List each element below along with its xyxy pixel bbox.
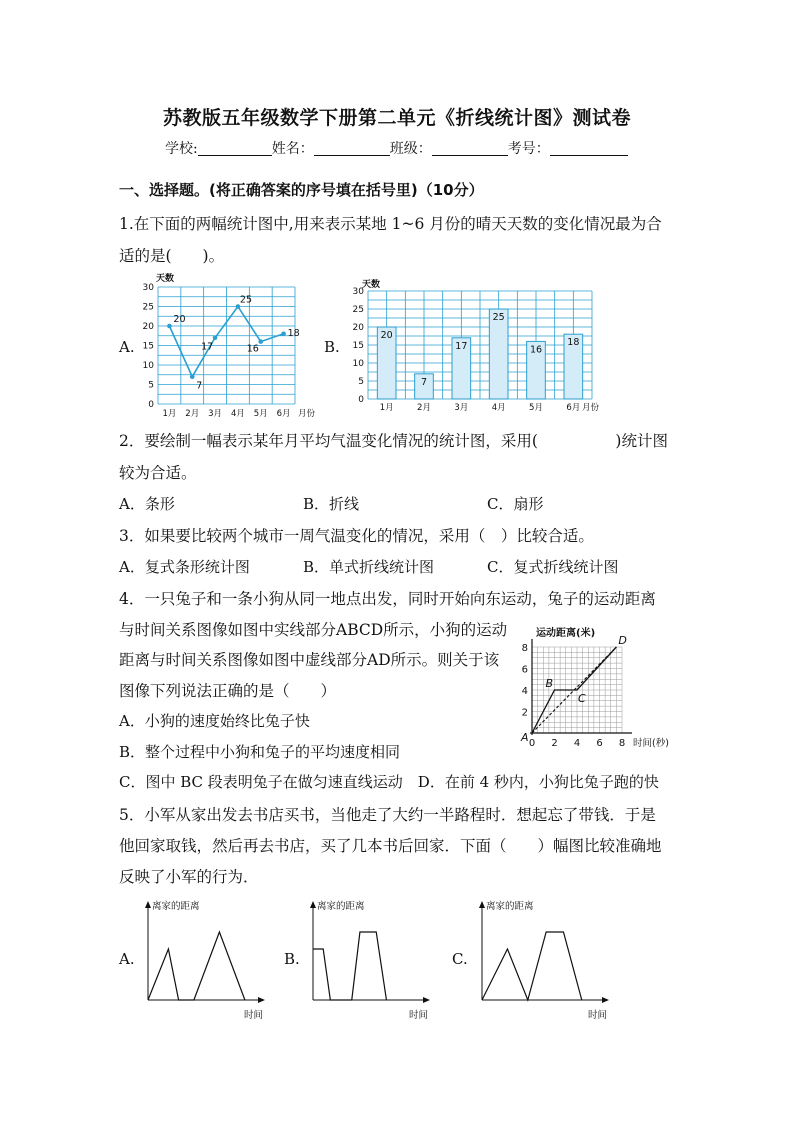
- y-tick-label: 4: [521, 686, 528, 697]
- q1-option-b[interactable]: B.: [324, 338, 340, 356]
- q3-text-line1: 3．如果要比较两个城市一周气温变化的情况，采用（ ）比较合适。: [119, 527, 594, 545]
- q3-option-b[interactable]: B．单式折线统计图: [303, 558, 435, 576]
- point-label-a: A: [521, 731, 529, 744]
- q1-text-line2: 适的是( )。: [119, 247, 225, 265]
- x-tick-label: 2月: [185, 409, 200, 419]
- x-tick-label: 0: [528, 738, 536, 749]
- q4-option-b[interactable]: B．整个过程中小狗和兔子的平均速度相同: [119, 743, 401, 761]
- x-axis-arrow: [423, 997, 430, 1003]
- q4-motion-chart: [518, 622, 683, 754]
- q4-text-line2: 与时间关系图像如图中实线部分ABCD所示，小狗的运动: [119, 621, 508, 639]
- y-tick-label: 30: [352, 287, 364, 297]
- name-label: 姓名：: [271, 141, 314, 157]
- y-axis-arrow: [145, 901, 151, 908]
- page-title: 苏教版五年级数学下册第二单元《折线统计图》测试卷: [162, 107, 631, 129]
- x-tick-label: 2: [551, 738, 558, 749]
- x-tick-label: 2月: [417, 403, 431, 413]
- school-blank[interactable]: [198, 141, 272, 156]
- x-axis-arrow: [258, 997, 265, 1003]
- q4-text-line4: 图像下列说法正确的是（ ）: [119, 682, 337, 700]
- data-label: 7: [420, 376, 428, 388]
- y-axis-label: 离家的距离: [152, 901, 200, 912]
- y-axis-arrow: [310, 901, 316, 908]
- x-tick-label: 4: [573, 738, 581, 749]
- x-tick-label: 6月: [276, 409, 291, 419]
- data-label: 20: [173, 314, 186, 325]
- data-label: 18: [287, 327, 300, 339]
- y-tick-label: 25: [142, 302, 154, 313]
- data-label: 20: [380, 330, 393, 341]
- q5-text-line1: 5．小军从家出发去书店买书，当他走了大约一半路程时．想起忘了带钱．于是: [119, 806, 656, 824]
- q5-text-line2: 他回家取钱，然后再去书店，买了几本书后回家．下面（ ）幅图比较准确地: [119, 837, 662, 855]
- data-label: 25: [239, 294, 253, 306]
- q5-option-a[interactable]: A.: [119, 950, 135, 968]
- data-label: 17: [201, 341, 214, 353]
- q3-option-a[interactable]: A．复式条形统计图: [119, 558, 250, 576]
- data-label: 18: [567, 337, 580, 349]
- q5-graph-c: [474, 895, 619, 1023]
- distance-line: [313, 932, 386, 1000]
- data-label: 25: [492, 312, 505, 323]
- q1-bar-chart: [340, 278, 605, 418]
- q1-line-chart: [135, 270, 320, 420]
- y-tick-label: 20: [142, 322, 154, 332]
- exam-no-blank[interactable]: [550, 141, 628, 156]
- x-axis-label: 时间(秒): [633, 738, 669, 749]
- q2-text-line1: 2．要绘制一幅表示某年月平均气温变化情况的统计图，采用( )统计图: [119, 432, 668, 450]
- y-tick-label: 10: [142, 361, 154, 371]
- x-tick-label: 4月: [230, 409, 245, 419]
- y-tick-label: 6: [521, 664, 528, 676]
- x-tick-label: 1月: [379, 403, 394, 413]
- q5-graph-b: [305, 895, 440, 1025]
- x-tick-label: 6月: [566, 403, 581, 413]
- y-axis-label: 运动距离(米): [536, 628, 596, 639]
- y-axis-label: 离家的距离: [317, 901, 365, 912]
- y-axis-label: 天数: [362, 280, 381, 290]
- school-label: 学校:: [165, 141, 198, 157]
- student-info-line: [165, 138, 628, 158]
- q5-option-c[interactable]: C.: [452, 950, 468, 968]
- data-label: 17: [455, 340, 468, 352]
- exam-no-label: 考号：: [507, 141, 550, 157]
- x-tick-label: 6: [596, 738, 603, 749]
- y-tick-label: 10: [352, 359, 364, 369]
- point-label-d: D: [618, 634, 627, 647]
- section-heading: 一、选择题。(将正确答案的序号填在括号里)（10分）: [119, 181, 484, 199]
- y-tick-label: 15: [142, 341, 154, 352]
- distance-line: [482, 932, 582, 1000]
- x-axis-label: 月份: [298, 409, 316, 419]
- data-point: [213, 335, 218, 340]
- x-tick-label: 4月: [491, 403, 506, 413]
- y-tick-label: 5: [358, 377, 364, 387]
- name-blank[interactable]: [314, 141, 390, 156]
- q4-text-line3: 距离与时间关系图像如图中虚线部分AD所示。则关于该: [119, 651, 500, 669]
- y-tick-label: 0: [358, 395, 364, 405]
- x-tick-label: 3月: [454, 403, 469, 413]
- data-point: [281, 332, 286, 337]
- q5-option-b[interactable]: B.: [284, 950, 300, 968]
- class-label: 班级：: [389, 141, 432, 157]
- y-tick-label: 30: [142, 283, 154, 293]
- y-tick-label: 25: [352, 305, 364, 315]
- class-blank[interactable]: [432, 141, 508, 156]
- x-axis-label: 月份: [582, 403, 600, 413]
- y-tick-label: 20: [352, 323, 364, 333]
- y-axis-arrow: [479, 901, 485, 908]
- data-point: [167, 324, 172, 329]
- y-axis-label: 天数: [156, 274, 175, 284]
- y-tick-label: 0: [148, 400, 154, 410]
- q2-option-a[interactable]: A．条形: [119, 495, 175, 513]
- q5-graph-a: [140, 895, 275, 1023]
- q2-option-b[interactable]: B．折线: [303, 495, 360, 513]
- q4-text-line1: 4．一只兔子和一条小狗从同一地点出发，同时开始向东运动，兔子的运动距离: [119, 590, 656, 608]
- x-tick-label: 5月: [529, 403, 543, 413]
- q1-option-a[interactable]: A.: [119, 338, 135, 356]
- q1-text-line1: 1.在下面的两幅统计图中,用来表示某地 1~6 月份的晴天天数的变化情况最为合: [119, 215, 662, 233]
- data-point: [258, 339, 263, 344]
- y-tick-label: 15: [352, 341, 364, 351]
- x-tick-label: 1月: [162, 409, 177, 419]
- y-tick-label: 5: [148, 380, 154, 391]
- data-label: 7: [196, 380, 203, 392]
- data-point: [190, 374, 195, 379]
- q4-option-cd[interactable]: C．图中 BC 段表明兔子在做匀速直线运动 D．在前 4 秒内，小狗比兔子跑的快: [119, 773, 659, 791]
- q4-option-a[interactable]: A．小狗的速度始终比兔子快: [119, 712, 310, 730]
- q5-text-line3: 反映了小军的行为．: [119, 868, 259, 886]
- x-axis-arrow: [602, 997, 609, 1003]
- q2-option-c[interactable]: C．扇形: [487, 495, 544, 513]
- q3-option-c[interactable]: C．复式折线统计图: [487, 558, 619, 576]
- distance-line: [148, 932, 245, 1000]
- data-label: 16: [529, 344, 543, 356]
- x-axis-label: 时间: [244, 1010, 264, 1021]
- data-label: 16: [246, 343, 259, 355]
- x-axis-label: 时间: [588, 1010, 608, 1021]
- y-tick-label: 2: [521, 707, 528, 719]
- y-axis-label: 离家的距离: [486, 901, 534, 912]
- x-axis-label: 时间: [409, 1010, 429, 1021]
- y-tick-label: 8: [521, 643, 528, 654]
- point-label-b: B: [545, 677, 554, 690]
- q2-text-line2: 较为合适。: [119, 464, 197, 482]
- x-tick-label: 3月: [208, 409, 223, 419]
- point-label-c: C: [578, 692, 586, 705]
- x-tick-label: 8: [618, 738, 626, 749]
- x-tick-label: 5月: [253, 409, 268, 419]
